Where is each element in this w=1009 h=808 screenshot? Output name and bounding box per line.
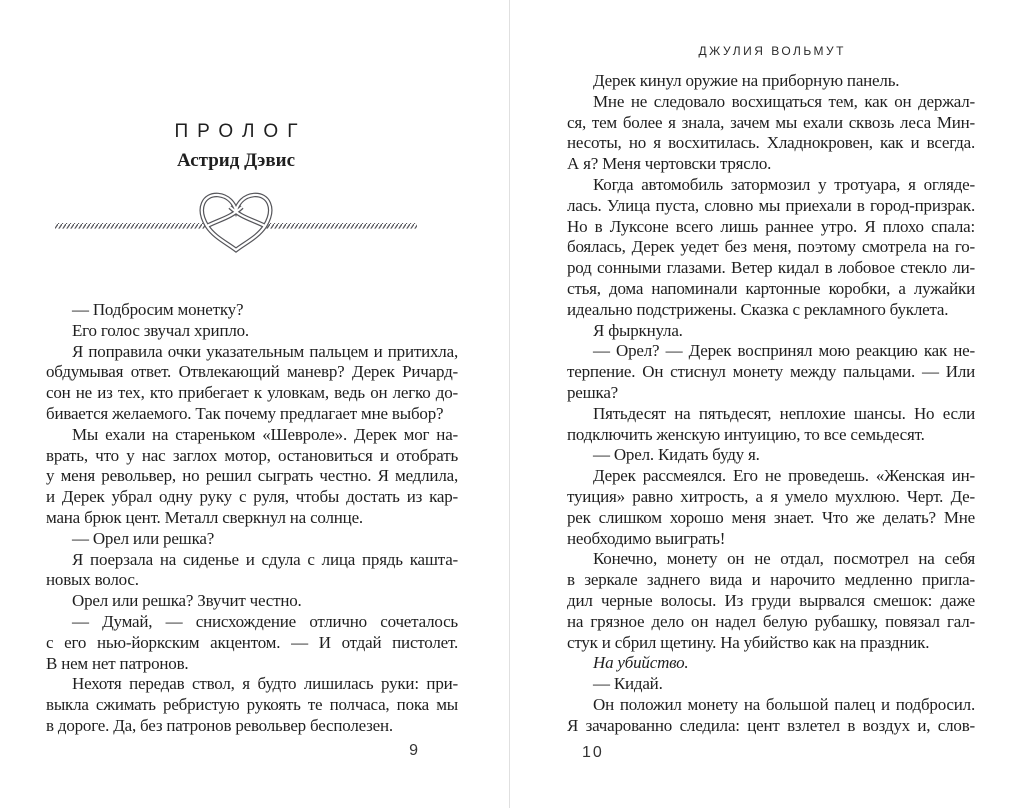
- text-line: — Орел? — Дерек воспринял мою реакцию как не-: [593, 341, 975, 361]
- text-line: стья, дома напоминали картонные коробки, а лужайки: [567, 278, 975, 298]
- text-line: — Кидай.: [593, 674, 663, 694]
- text-line: выкла сжимать ребристую рукоять те полчаса, пока мы: [46, 695, 458, 715]
- text-line: подключить женскую интуицию, то все семьдесят.: [567, 424, 925, 444]
- right-page: [567, 0, 975, 808]
- text-line: Дерек кинул оружие на приборную панель.: [593, 71, 900, 90]
- text-line: в зеркале заднего вида и нарочито медленно пригла-: [567, 570, 975, 590]
- body-text-left: [46, 300, 458, 737]
- text-line: род сонными глазами. Ветер кидал в лобовое стекло ли-: [567, 258, 975, 278]
- text-line: решка?: [567, 382, 619, 402]
- text-line: Орел или решка? Звучит честно.: [72, 591, 302, 611]
- text-line: — Подбросим монетку?: [72, 300, 244, 319]
- text-line: — Орел. Кидать буду я.: [593, 445, 760, 465]
- text-line: врать, что у нас заглох мотор, остановиться и отобрать: [46, 445, 458, 465]
- text-line: рек слишком хорошо меня знает. Что же делать? Мне: [567, 507, 975, 527]
- text-line: лась. Улица пуста, словно мы приехали в город-призрак.: [567, 195, 975, 215]
- page-number-right: 10: [582, 744, 604, 761]
- text-line: и Дерек убрал одну руку с руля, чтобы достать из кар-: [46, 487, 458, 507]
- body-text-right: [567, 71, 975, 737]
- text-line: Но в Луксоне всего лишь раннее утро. Я плохо спала:: [567, 216, 975, 236]
- text-line: на грязное дело он надел белую рубашку, повязал гал-: [567, 611, 975, 631]
- text-line: — Думай, — снисхождение отлично сочеталось: [72, 611, 458, 631]
- text-line: идеально подстрижены. Сказка с рекламного буклета.: [567, 299, 949, 319]
- text-line: обдумывая ответ. Отвлекающий маневр? Дерек Ричард-: [46, 362, 458, 382]
- text-line: А я? Меня чертовски трясло.: [567, 154, 772, 174]
- text-line: Я фыркнула.: [593, 320, 683, 340]
- text-line: Я зачарованно следила: цент взлетел в воздух и, слов-: [567, 715, 975, 735]
- text-line: боялась, Дерек уедет без меня, поэтому смотрела на го-: [567, 237, 975, 257]
- text-line: Я поправила очки указательным пальцем и притихла,: [72, 341, 458, 361]
- text-line: Конечно, монету он не отдал, посмотрел на себя: [593, 549, 975, 569]
- running-header: ДЖУЛИЯ ВОЛЬМУТ: [698, 44, 846, 58]
- text-line: Я поерзала на сиденье и сдула с лица прядь кашта-: [72, 549, 458, 569]
- text-line: необходимо выиграть!: [567, 528, 726, 548]
- text-line: терпение. Он стиснул монету между пальцами. — Или: [567, 362, 975, 382]
- text-line: бивается желаемого. Так почему предлагает мне выбор?: [46, 403, 444, 423]
- page-number-left: 9: [409, 742, 418, 759]
- text-line: Мы ехали на стареньком «Шевроле». Дерек мог на-: [72, 424, 458, 444]
- text-line: в дороге. Да, без патронов револьвер бесполезен.: [46, 715, 393, 735]
- text-line: Дерек рассмеялся. Его не проведешь. «Женская ин-: [593, 466, 975, 486]
- chapter-title: ПРОЛОГ: [174, 121, 307, 142]
- page-divider: [509, 0, 510, 808]
- chapter-author: Астрид Дэвис: [176, 150, 296, 171]
- left-page: [46, 0, 458, 808]
- text-line: — Орел или решка?: [72, 528, 215, 548]
- text-line: В нем нет патронов.: [46, 653, 189, 673]
- text-line: с его нью-йоркским акцентом. — И отдай пистолет.: [46, 632, 458, 652]
- text-line: у меня револьвер, но решил сыграть честно. Я медлила,: [46, 466, 458, 486]
- text-line: Пятьдесят на пятьдесят, неплохие шансы. Но если: [593, 403, 975, 423]
- text-line: ся, тем более я знала, зачем мы ехали сквозь леса Мин-: [567, 112, 975, 132]
- text-line: Нехотя передав ствол, я будто лишилась руки: при-: [72, 674, 458, 694]
- text-line: дил черные волосы. Из груди вырвался смешок: даже: [567, 590, 975, 610]
- text-line: Его голос звучал хрипло.: [72, 320, 249, 340]
- rope-heart-ornament: [46, 188, 426, 268]
- text-line: Когда автомобиль затормозил у тротуара, я огляде-: [593, 174, 975, 194]
- text-line: сон не из тех, кто прибегает к уловкам, ведь он легко до-: [46, 383, 458, 403]
- text-line: стук и сбрил щетину. На убийство как на праздник.: [567, 632, 930, 652]
- text-line: Мне не следовало восхищаться тем, как он держал-: [593, 91, 975, 111]
- text-line: туиция» равно хитрость, а я умело мухлюю. Черт. Де-: [567, 486, 975, 506]
- text-line: Он положил монету на большой палец и подбросил.: [593, 694, 975, 714]
- text-line: На убийство.: [593, 653, 689, 673]
- text-line: мана брюк цент. Металл сверкнул на солнце.: [46, 507, 363, 527]
- text-line: несоты, но я восхитилась. Хладнокровен, как и всегда.: [567, 133, 975, 153]
- text-line: новых волос.: [46, 570, 139, 590]
